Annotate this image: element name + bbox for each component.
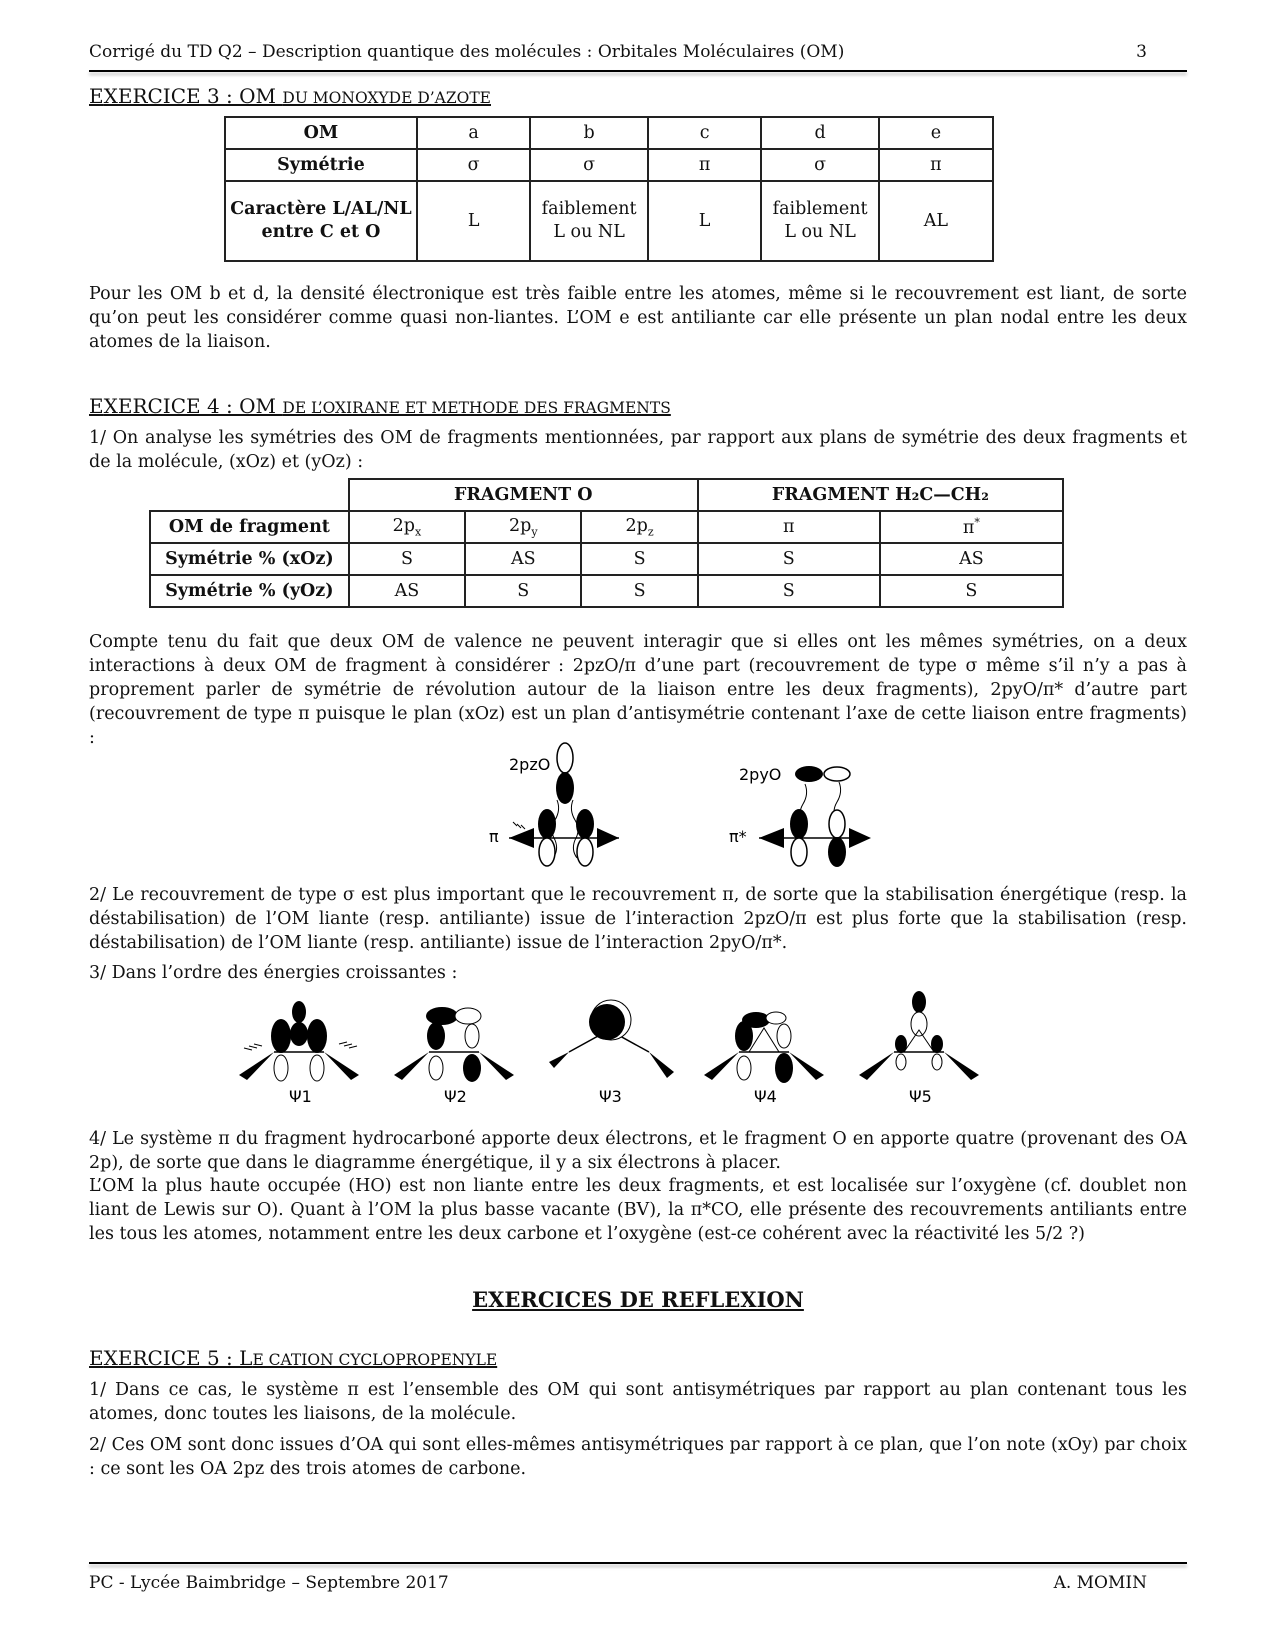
psi-orbitals-figure	[239, 990, 1069, 1110]
cell: L	[417, 181, 531, 261]
cell: π	[698, 511, 880, 543]
cell: AS	[349, 575, 465, 607]
label-2py: 2pyO	[739, 765, 782, 784]
psi3-diagram	[549, 1000, 674, 1106]
psi1-label: Ψ1	[289, 1087, 312, 1106]
ex4-q1: 1/ On analyse les symétries des OM de fragments mentionnées, par rapport aux plans de symétrie des deux fragments et de la molécule, (xOz) et (yOz) :	[89, 428, 1187, 472]
cell: faiblement L ou NL	[530, 181, 647, 261]
label-pi: π	[489, 827, 499, 846]
empty-cell	[150, 479, 349, 511]
page-footer	[89, 1573, 1187, 1593]
cell: AS	[465, 543, 581, 575]
psi5-diagram	[859, 991, 979, 1106]
psi5-label: Ψ5	[909, 1087, 932, 1106]
ex5-title: EXERCICE 5 : LE CATION CYCLOPROPENYLE	[89, 1346, 498, 1370]
ex4-title: EXERCICE 4 : OM DE L’OXIRANE ET METHODE DES FRAGMENTS	[89, 394, 671, 418]
page-header	[89, 42, 1187, 72]
cell: $2p_z$	[581, 511, 697, 543]
cell: faiblement L ou NL	[761, 181, 878, 261]
cell: AL	[879, 181, 993, 261]
cell: Symétrie	[225, 149, 417, 181]
cell: FRAGMENT O	[349, 479, 698, 511]
psi2-diagram	[394, 1007, 514, 1106]
cell: S	[698, 543, 880, 575]
cell: a	[417, 117, 531, 149]
ex4-para-compte: Compte tenu du fait que deux OM de valence ne peuvent interagir que si elles ont les mêmes symétries, on a deux interactions à deux OM de fragment à considérer : 2pzO/π d’une part (recouvrement de type σ même s’il n’y a pas à proprement parler de symétrie de révolution autour de la liaison entre les deux fragments), 2pyO/π* d’autre part (recouvrement de type π puisque le plan (xOz) est un plan d’antisymétrie contenant l’axe de cette liaison entre fragments) :	[89, 632, 1187, 748]
cell: OM	[225, 117, 417, 149]
cell: S	[581, 575, 697, 607]
page-number: 3	[1136, 42, 1147, 62]
footer-rule	[89, 1562, 1187, 1564]
footer-left: PC - Lycée Baimbridge – Septembre 2017	[89, 1573, 449, 1593]
label-2pz: 2pzO	[509, 755, 551, 774]
cell: σ	[530, 149, 647, 181]
psi4-label: Ψ4	[754, 1087, 777, 1106]
cell: Caractère L/AL/NL entre C et O	[225, 181, 417, 261]
cell: S	[349, 543, 465, 575]
cell: d	[761, 117, 878, 149]
reflexion-title: EXERCICES DE REFLEXION	[472, 1287, 804, 1312]
cell: S	[581, 543, 697, 575]
cell: σ	[761, 149, 878, 181]
psi4-diagram	[704, 1012, 824, 1106]
ex3-paragraph: Pour les OM b et d, la densité électronique est très faible entre les atomes, même si le recouvrement est liant, de sorte qu’on peut les considérer comme quasi non-liantes. L’OM e est antiliante car elle présente un plan nodal entre les deux atomes de la liaison.	[89, 284, 1187, 352]
cell: b	[530, 117, 647, 149]
cell: AS	[880, 543, 1063, 575]
ex4-q2: 2/ Le recouvrement de type σ est plus important que le recouvrement π, de sorte que la stabilisation énergétique (resp. la déstabilisation) de l’OM liante (resp. antiliante) issue de l’interaction 2pzO/π est plus forte que la stabilisation (resp. déstabilisation) de l’OM liante (resp. antiliante) issue de l’interaction 2pyO/π*.	[89, 885, 1187, 953]
cell: OM de fragment	[150, 511, 349, 543]
cell: L	[648, 181, 762, 261]
pi-interaction-diagram	[729, 765, 871, 867]
psi1-diagram	[239, 1001, 359, 1106]
cell: Symétrie % (yOz)	[150, 575, 349, 607]
cell: π	[648, 149, 762, 181]
ex4-q4a: 4/ Le système π du fragment hydrocarboné apporte deux électrons, et le fragment O en apporte quatre (provenant des OA 2p), de sorte que dans le diagramme énergétique, il y a six électrons à placer.	[89, 1129, 1187, 1173]
header-title: Corrigé du TD Q2 – Description quantique des molécules : Orbitales Moléculaires (OM)	[89, 42, 845, 62]
psi3-label: Ψ3	[599, 1087, 622, 1106]
psi2-label: Ψ2	[444, 1087, 467, 1106]
cell: FRAGMENT H₂C—CH₂	[698, 479, 1063, 511]
cell: σ	[417, 149, 531, 181]
ex3-title: EXERCICE 3 : OM DU MONOXYDE D’AZOTE	[89, 84, 491, 108]
ex4-q3: 3/ Dans l’ordre des énergies croissantes :	[89, 963, 458, 983]
ex4-table	[149, 478, 1064, 608]
label-pistar: π*	[729, 827, 747, 846]
header-rule	[89, 70, 1187, 72]
cell: e	[879, 117, 993, 149]
sigma-interaction-diagram	[489, 743, 619, 866]
fragment-interaction-figure	[409, 740, 909, 880]
ex4-q4b: L’OM la plus haute occupée (HO) est non liante entre les deux fragments, et est localisée sur l’oxygène (cf. doublet non liant de Lewis sur O). Quant à l’OM la plus basse vacante (BV), la π*CO, elle présente des recouvrements antiliants entre les tous les atomes, notamment entre les deux carbone et l’oxygène (est-ce cohérent avec la réactivité les 5/2 ?)	[89, 1176, 1187, 1244]
cell: c	[648, 117, 762, 149]
ex5-q2: 2/ Ces OM sont donc issues d’OA qui sont elles-mêmes antisymétriques par rapport à ce plan, que l’on note (xOy) par choix : ce sont les OA 2pz des trois atomes de carbone.	[89, 1435, 1187, 1479]
cell: $2p_y$	[465, 511, 581, 543]
cell: π	[879, 149, 993, 181]
ex3-table	[224, 116, 994, 262]
cell: Symétrie % (xOz)	[150, 543, 349, 575]
ex5-q1: 1/ Dans ce cas, le système π est l’ensemble des OM qui sont antisymétriques par rapport au plan contenant tous les atomes, donc toutes les liaisons, de la molécule.	[89, 1380, 1187, 1424]
cell: S	[880, 575, 1063, 607]
cell: S	[698, 575, 880, 607]
cell: π*	[880, 511, 1063, 543]
cell: S	[465, 575, 581, 607]
cell: $2p_x$	[349, 511, 465, 543]
footer-right: A. MOMIN	[1053, 1573, 1147, 1593]
